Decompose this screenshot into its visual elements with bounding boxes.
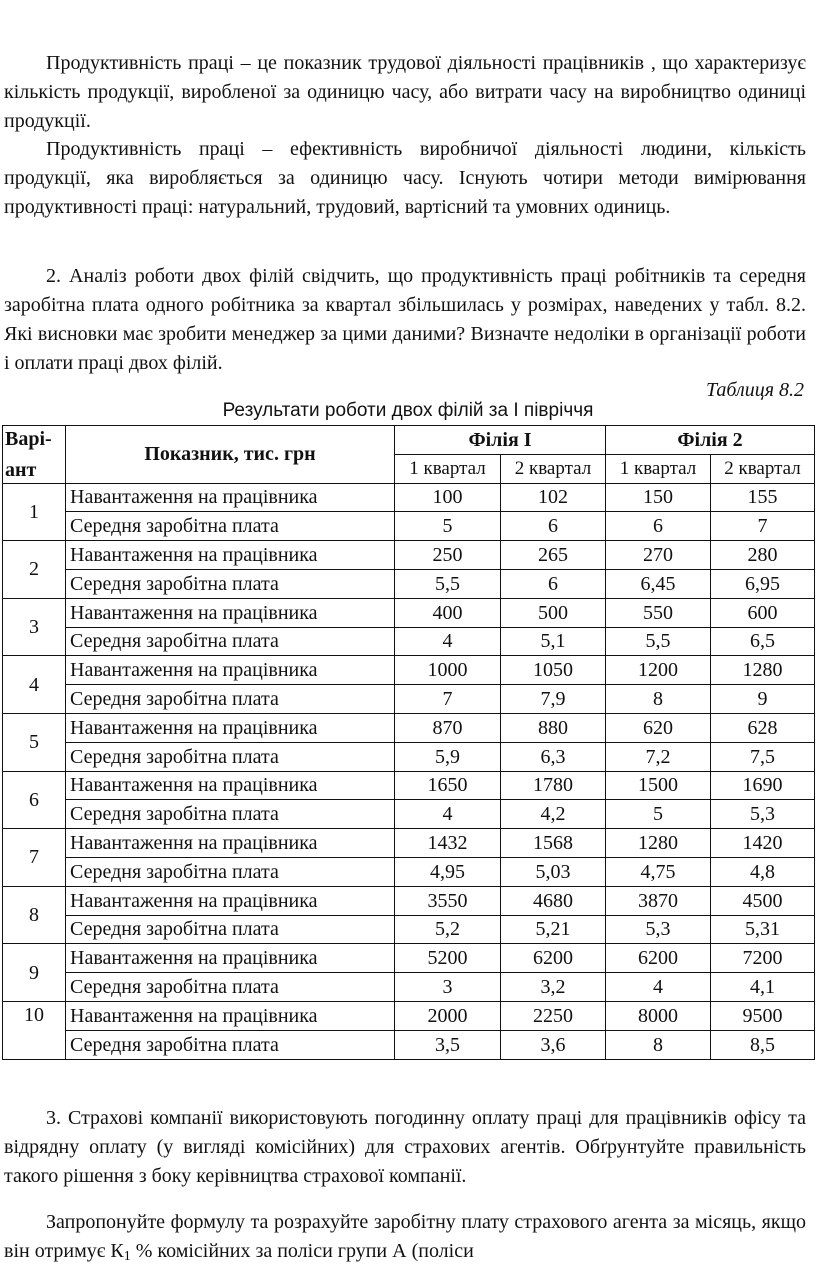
indicator-label-salary: Середня заробітна плата <box>66 915 395 944</box>
table-number: Таблиця 8.2 <box>706 379 804 401</box>
indicator-label-salary: Середня заробітна плата <box>66 569 395 598</box>
header-branch2-q1: 1 квартал <box>606 454 711 483</box>
salary-value: 8 <box>606 685 711 714</box>
salary-value: 7,9 <box>501 685 606 714</box>
load-value: 4680 <box>501 886 606 915</box>
salary-value: 5,31 <box>711 915 815 944</box>
table-row <box>3 915 815 944</box>
variant-number: 3 <box>3 598 66 656</box>
load-value: 280 <box>711 541 815 570</box>
salary-value: 6,5 <box>711 627 815 656</box>
header-variant-top: Варі- <box>3 426 66 455</box>
load-value: 3870 <box>606 886 711 915</box>
load-value: 250 <box>395 541 501 570</box>
table-row <box>3 771 815 800</box>
table-row <box>3 1001 815 1030</box>
salary-value: 4,75 <box>606 857 711 886</box>
paragraph-productivity-definition: Продуктивність праці – це показник трудової діяльності працівників , що характеризує кількість продукції, виробленої за одиницю часу, або витрати часу на виробництво одиниці продукції. <box>4 52 806 132</box>
salary-value: 5,5 <box>395 569 501 598</box>
load-value: 550 <box>606 598 711 627</box>
paragraph-task-3: 3. Страхові компанії використовують погодинну оплату праці для працівників офісу та відрядну оплату (у вигляді комісійних) для страхових агентів. Обґрунтуйте правильність такого рішення з боку керівництва страхової компанії. <box>4 1107 806 1187</box>
indicator-label-load: Навантаження на працівника <box>66 944 395 973</box>
salary-value: 7 <box>395 685 501 714</box>
table-row <box>3 569 815 598</box>
load-value: 8000 <box>606 1001 711 1030</box>
variant-number: 8 <box>3 886 66 944</box>
table-header-row-1 <box>3 426 815 455</box>
salary-value: 6 <box>501 569 606 598</box>
variant-number: 4 <box>3 656 66 714</box>
load-value: 6200 <box>606 944 711 973</box>
salary-value: 7,5 <box>711 742 815 771</box>
load-value: 500 <box>501 598 606 627</box>
table-row <box>3 627 815 656</box>
salary-value: 5,03 <box>501 857 606 886</box>
variant-number: 6 <box>3 771 66 829</box>
header-branch-1: Філія І <box>395 426 606 455</box>
variant-number: 2 <box>3 541 66 599</box>
salary-value: 5,21 <box>501 915 606 944</box>
formula-subscript: 1 <box>123 1249 131 1264</box>
table-row <box>3 685 815 714</box>
load-value: 600 <box>711 598 815 627</box>
salary-value: 6,3 <box>501 742 606 771</box>
indicator-label-salary: Середня заробітна плата <box>66 627 395 656</box>
load-value: 1650 <box>395 771 501 800</box>
salary-value: 3,5 <box>395 1030 501 1059</box>
salary-value: 6 <box>501 512 606 541</box>
salary-value: 4,8 <box>711 857 815 886</box>
load-value: 5200 <box>395 944 501 973</box>
table-row <box>3 512 815 541</box>
indicator-label-salary: Середня заробітна плата <box>66 1030 395 1059</box>
variant-number: 7 <box>3 829 66 887</box>
variant-number: 9 <box>3 944 66 1002</box>
indicator-label-load: Навантаження на працівника <box>66 656 395 685</box>
load-value: 1280 <box>606 829 711 858</box>
load-value: 3550 <box>395 886 501 915</box>
salary-value: 8,5 <box>711 1030 815 1059</box>
load-value: 2250 <box>501 1001 606 1030</box>
table-row <box>3 598 815 627</box>
paragraph-productivity-methods: Продуктивність праці – ефективність виробничої діяльності людини, кількість продукції, яка виробляється за одиницю часу. Існують чотири методи вимірювання продуктивності праці: натуральний, трудовий, вартісний та умовних одиниць. <box>4 138 806 218</box>
load-value: 7200 <box>711 944 815 973</box>
salary-value: 4 <box>395 800 501 829</box>
table-title: Результати роботи двох філій за І півріччя <box>222 400 594 421</box>
load-value: 155 <box>711 483 815 512</box>
indicator-label-salary: Середня заробітна плата <box>66 512 395 541</box>
load-value: 620 <box>606 713 711 742</box>
load-value: 2000 <box>395 1001 501 1030</box>
load-value: 1568 <box>501 829 606 858</box>
salary-value: 4,95 <box>395 857 501 886</box>
results-table <box>2 425 815 1060</box>
indicator-label-salary: Середня заробітна плата <box>66 857 395 886</box>
salary-value: 3,6 <box>501 1030 606 1059</box>
table-row <box>3 656 815 685</box>
load-value: 4500 <box>711 886 815 915</box>
table-row <box>3 857 815 886</box>
indicator-label-salary: Середня заробітна плата <box>66 800 395 829</box>
salary-value: 5,3 <box>711 800 815 829</box>
indicator-label-load: Навантаження на працівника <box>66 483 395 512</box>
salary-value: 7,2 <box>606 742 711 771</box>
paragraph-formula-task <box>4 1208 806 1271</box>
formula-text-start: Запропонуйте формулу та розрахуйте заробітну плату страхового агента за місяць, якщо він отримує К <box>4 1211 806 1262</box>
indicator-label-load: Навантаження на працівника <box>66 713 395 742</box>
salary-value: 6 <box>606 512 711 541</box>
indicator-label-load: Навантаження на працівника <box>66 598 395 627</box>
load-value: 870 <box>395 713 501 742</box>
table-row <box>3 973 815 1002</box>
table-row <box>3 800 815 829</box>
header-branch1-q1: 1 квартал <box>395 454 501 483</box>
load-value: 265 <box>501 541 606 570</box>
load-value: 1432 <box>395 829 501 858</box>
indicator-label-salary: Середня заробітна плата <box>66 742 395 771</box>
table-row <box>3 713 815 742</box>
salary-value: 3 <box>395 973 501 1002</box>
load-value: 1780 <box>501 771 606 800</box>
salary-value: 4 <box>606 973 711 1002</box>
salary-value: 5 <box>395 512 501 541</box>
paragraph-task-2: 2. Аналіз роботи двох філій свідчить, що продуктивність праці робітників та середня заробітна плата одного робітника за квартал збільшилась у розмірах, наведених у табл. 8.2. Які висновки має зробити менеджер за цими даними? Визначте недоліки в організації роботи і оплати праці двох філій. <box>4 265 806 374</box>
formula-text-end: % комісійних за поліси групи А (поліси <box>130 1240 474 1262</box>
indicator-label-load: Навантаження на працівника <box>66 771 395 800</box>
salary-value: 5,9 <box>395 742 501 771</box>
salary-value: 9 <box>711 685 815 714</box>
load-value: 1690 <box>711 771 815 800</box>
salary-value: 6,45 <box>606 569 711 598</box>
header-branch-2: Філія 2 <box>606 426 815 455</box>
header-branch1-q2: 2 квартал <box>501 454 606 483</box>
table-row <box>3 944 815 973</box>
load-value: 150 <box>606 483 711 512</box>
load-value: 400 <box>395 598 501 627</box>
load-value: 102 <box>501 483 606 512</box>
table-row <box>3 829 815 858</box>
table-row <box>3 541 815 570</box>
table-row <box>3 1030 815 1059</box>
load-value: 1420 <box>711 829 815 858</box>
salary-value: 4,1 <box>711 973 815 1002</box>
salary-value: 5,1 <box>501 627 606 656</box>
load-value: 1500 <box>606 771 711 800</box>
load-value: 9500 <box>711 1001 815 1030</box>
indicator-label-load: Навантаження на працівника <box>66 829 395 858</box>
salary-value: 7 <box>711 512 815 541</box>
load-value: 628 <box>711 713 815 742</box>
salary-value: 5,5 <box>606 627 711 656</box>
table-row <box>3 742 815 771</box>
load-value: 270 <box>606 541 711 570</box>
load-value: 100 <box>395 483 501 512</box>
load-value: 880 <box>501 713 606 742</box>
indicator-label-load: Навантаження на працівника <box>66 1001 395 1030</box>
variant-number: 5 <box>3 713 66 771</box>
indicator-label-load: Навантаження на працівника <box>66 541 395 570</box>
indicator-label-salary: Середня заробітна плата <box>66 685 395 714</box>
salary-value: 4 <box>395 627 501 656</box>
load-value: 1000 <box>395 656 501 685</box>
table-row <box>3 483 815 512</box>
salary-value: 8 <box>606 1030 711 1059</box>
header-indicator: Показник, тис. грн <box>66 426 395 484</box>
salary-value: 6,95 <box>711 569 815 598</box>
load-value: 1050 <box>501 656 606 685</box>
variant-number: 1 <box>3 483 66 541</box>
load-value: 6200 <box>501 944 606 973</box>
indicator-label-salary: Середня заробітна плата <box>66 973 395 1002</box>
variant-number: 10 <box>3 1001 66 1059</box>
header-branch2-q2: 2 квартал <box>711 454 815 483</box>
salary-value: 4,2 <box>501 800 606 829</box>
table-row <box>3 886 815 915</box>
load-value: 1200 <box>606 656 711 685</box>
indicator-label-load: Навантаження на працівника <box>66 886 395 915</box>
table-body <box>3 483 815 1059</box>
salary-value: 5,2 <box>395 915 501 944</box>
header-variant-bottom: ант <box>3 454 66 483</box>
salary-value: 5 <box>606 800 711 829</box>
salary-value: 5,3 <box>606 915 711 944</box>
load-value: 1280 <box>711 656 815 685</box>
salary-value: 3,2 <box>501 973 606 1002</box>
